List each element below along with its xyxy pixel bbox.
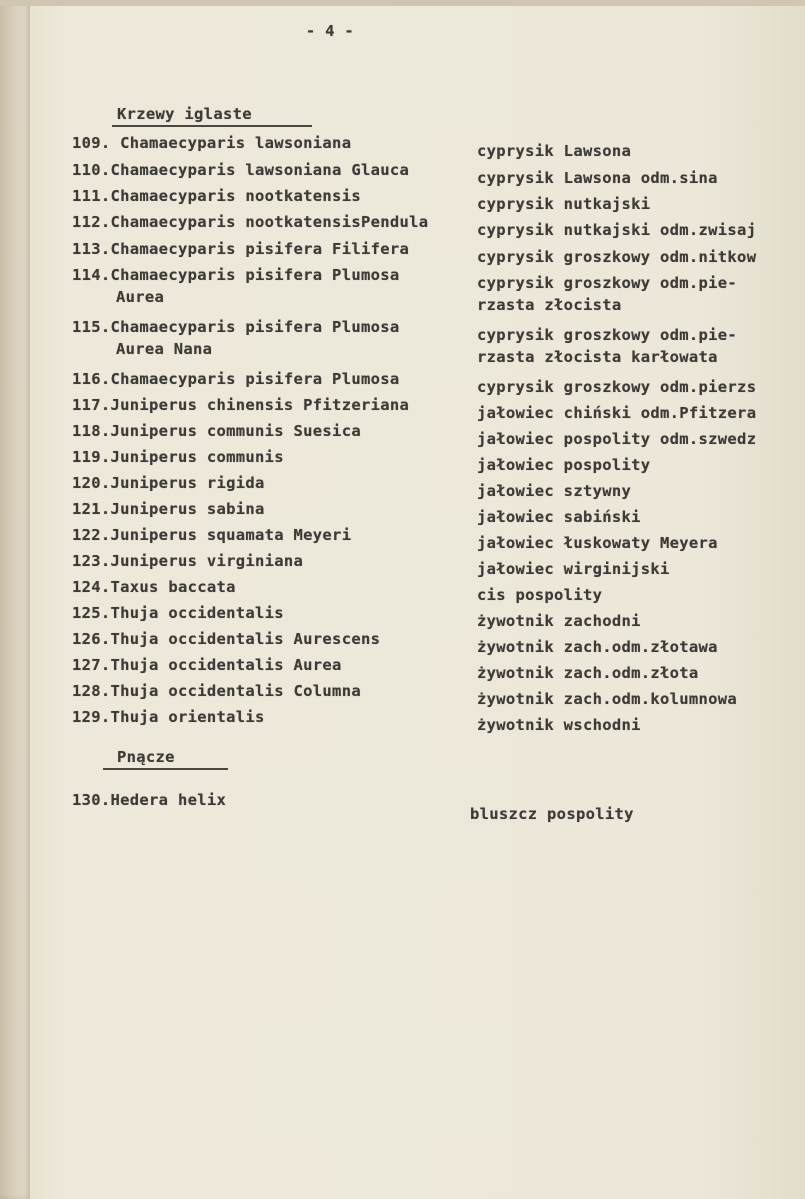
latin-name <box>72 318 399 358</box>
latin-name-text: 121.Juniperus sabina <box>72 500 265 518</box>
latin-name-text: 120.Juniperus rigida <box>72 474 265 492</box>
section-heading: Pnącze <box>117 748 175 766</box>
polish-name <box>477 638 718 656</box>
page-binding-edge <box>0 0 30 1199</box>
polish-name-text: cyprysik groszkowy odm.pie- <box>477 326 738 344</box>
polish-name-text: żywotnik wschodni <box>477 716 641 734</box>
latin-name-text: 117.Juniperus chinensis Pfitzeriana <box>72 396 410 414</box>
latin-name-text: 128.Thuja occidentalis Columna <box>72 682 361 700</box>
polish-name-text: cyprysik groszkowy odm.nitkow <box>477 248 757 266</box>
polish-name-continuation: rzasta złocista karłowata <box>477 348 718 366</box>
latin-name <box>72 396 409 414</box>
latin-name <box>72 604 284 622</box>
latin-name-text: 116.Chamaecyparis pisifera Plumosa <box>72 370 400 388</box>
polish-name-text: cyprysik nutkajski <box>477 195 651 213</box>
latin-name-text: 112.Chamaecyparis nootkatensisPendula <box>72 213 429 231</box>
latin-name <box>72 682 361 700</box>
polish-name <box>477 404 756 422</box>
latin-name <box>72 630 380 648</box>
polish-name-continuation: rzasta złocista <box>477 296 622 314</box>
polish-name <box>477 664 699 682</box>
latin-name-text: 127.Thuja occidentalis Aurea <box>72 656 342 674</box>
polish-name <box>477 482 631 500</box>
latin-name-text: 129.Thuja orientalis <box>72 708 265 726</box>
latin-name <box>72 161 409 179</box>
latin-name <box>72 552 303 570</box>
latin-name-text: 110.Chamaecyparis lawsoniana Glauca <box>72 161 410 179</box>
polish-name-text: cyprysik Lawsona <box>477 142 632 160</box>
polish-name <box>477 248 756 266</box>
polish-name-text: bluszcz pospolity <box>470 805 634 823</box>
latin-name-text: 130.Hedera helix <box>72 791 227 809</box>
latin-name <box>72 187 361 205</box>
polish-name <box>477 169 718 187</box>
latin-name-text: 115.Chamaecyparis pisifera Plumosa <box>72 318 400 336</box>
latin-name-text: 122.Juniperus squamata Meyeri <box>72 526 352 544</box>
latin-name <box>72 422 361 440</box>
polish-name <box>477 142 631 160</box>
polish-name-text: żywotnik zachodni <box>477 612 641 630</box>
latin-name <box>72 213 428 231</box>
latin-name-text: 118.Juniperus communis Suesica <box>72 422 361 440</box>
polish-name-text: jałowiec sabiński <box>477 508 641 526</box>
latin-name <box>72 474 265 492</box>
polish-name-text: cyprysik groszkowy odm.pie- <box>477 274 738 292</box>
latin-name-continuation: Aurea Nana <box>116 340 213 358</box>
latin-name-text: 124.Taxus baccata <box>72 578 236 596</box>
latin-name <box>72 526 351 544</box>
section-heading-underline <box>103 768 228 770</box>
latin-name <box>72 134 351 152</box>
latin-name-text: 126.Thuja occidentalis Aurescens <box>72 630 381 648</box>
polish-name-text: cyprysik groszkowy odm.pierzs <box>477 378 757 396</box>
polish-name <box>477 560 670 578</box>
polish-name <box>477 456 650 474</box>
latin-name <box>72 240 409 258</box>
polish-name <box>477 716 641 734</box>
polish-name-text: jałowiec pospolity <box>477 456 651 474</box>
latin-name-text: 114.Chamaecyparis pisifera Plumosa <box>72 266 400 284</box>
latin-name-continuation: Aurea <box>116 288 165 306</box>
polish-name <box>477 221 756 239</box>
polish-name-text: cis pospolity <box>477 586 603 604</box>
polish-name <box>477 430 756 448</box>
polish-name-text: żywotnik zach.odm.złotawa <box>477 638 718 656</box>
latin-name <box>72 266 399 306</box>
polish-name <box>470 805 634 823</box>
polish-name <box>477 612 641 630</box>
polish-name-text: jałowiec wirginijski <box>477 560 670 578</box>
polish-name <box>477 508 641 526</box>
polish-name-text: żywotnik zach.odm.kolumnowa <box>477 690 738 708</box>
polish-name <box>477 326 737 366</box>
latin-name <box>72 500 265 518</box>
polish-name-text: jałowiec chiński odm.Pfitzera <box>477 404 757 422</box>
latin-name <box>72 656 342 674</box>
latin-name <box>72 708 265 726</box>
latin-name <box>72 578 236 596</box>
latin-name <box>72 791 226 809</box>
polish-name-text: cyprysik nutkajski odm.zwisaj <box>477 221 757 239</box>
latin-name-text: 113.Chamaecyparis pisifera Filifera <box>72 240 410 258</box>
polish-name <box>477 534 718 552</box>
polish-name <box>477 690 737 708</box>
polish-name <box>477 586 602 604</box>
latin-name-text: 109. Chamaecyparis lawsoniana <box>72 134 352 152</box>
latin-name-text: 119.Juniperus communis <box>72 448 284 466</box>
polish-name-text: jałowiec łuskowaty Meyera <box>477 534 718 552</box>
latin-name-text: 111.Chamaecyparis nootkatensis <box>72 187 361 205</box>
latin-name <box>72 370 399 388</box>
section-heading: Krzewy iglaste <box>117 105 252 123</box>
polish-name-text: jałowiec pospolity odm.szwedz <box>477 430 757 448</box>
latin-name-text: 123.Juniperus virginiana <box>72 552 304 570</box>
latin-name <box>72 448 284 466</box>
polish-name <box>477 195 650 213</box>
page-top-edge <box>0 0 805 6</box>
polish-name-text: jałowiec sztywny <box>477 482 632 500</box>
polish-name <box>477 378 756 396</box>
section-heading-underline <box>112 125 312 127</box>
polish-name <box>477 274 737 314</box>
polish-name-text: cyprysik Lawsona odm.sina <box>477 169 718 187</box>
latin-name-text: 125.Thuja occidentalis <box>72 604 284 622</box>
polish-name-text: żywotnik zach.odm.złota <box>477 664 699 682</box>
page-number: - 4 - <box>305 22 355 40</box>
